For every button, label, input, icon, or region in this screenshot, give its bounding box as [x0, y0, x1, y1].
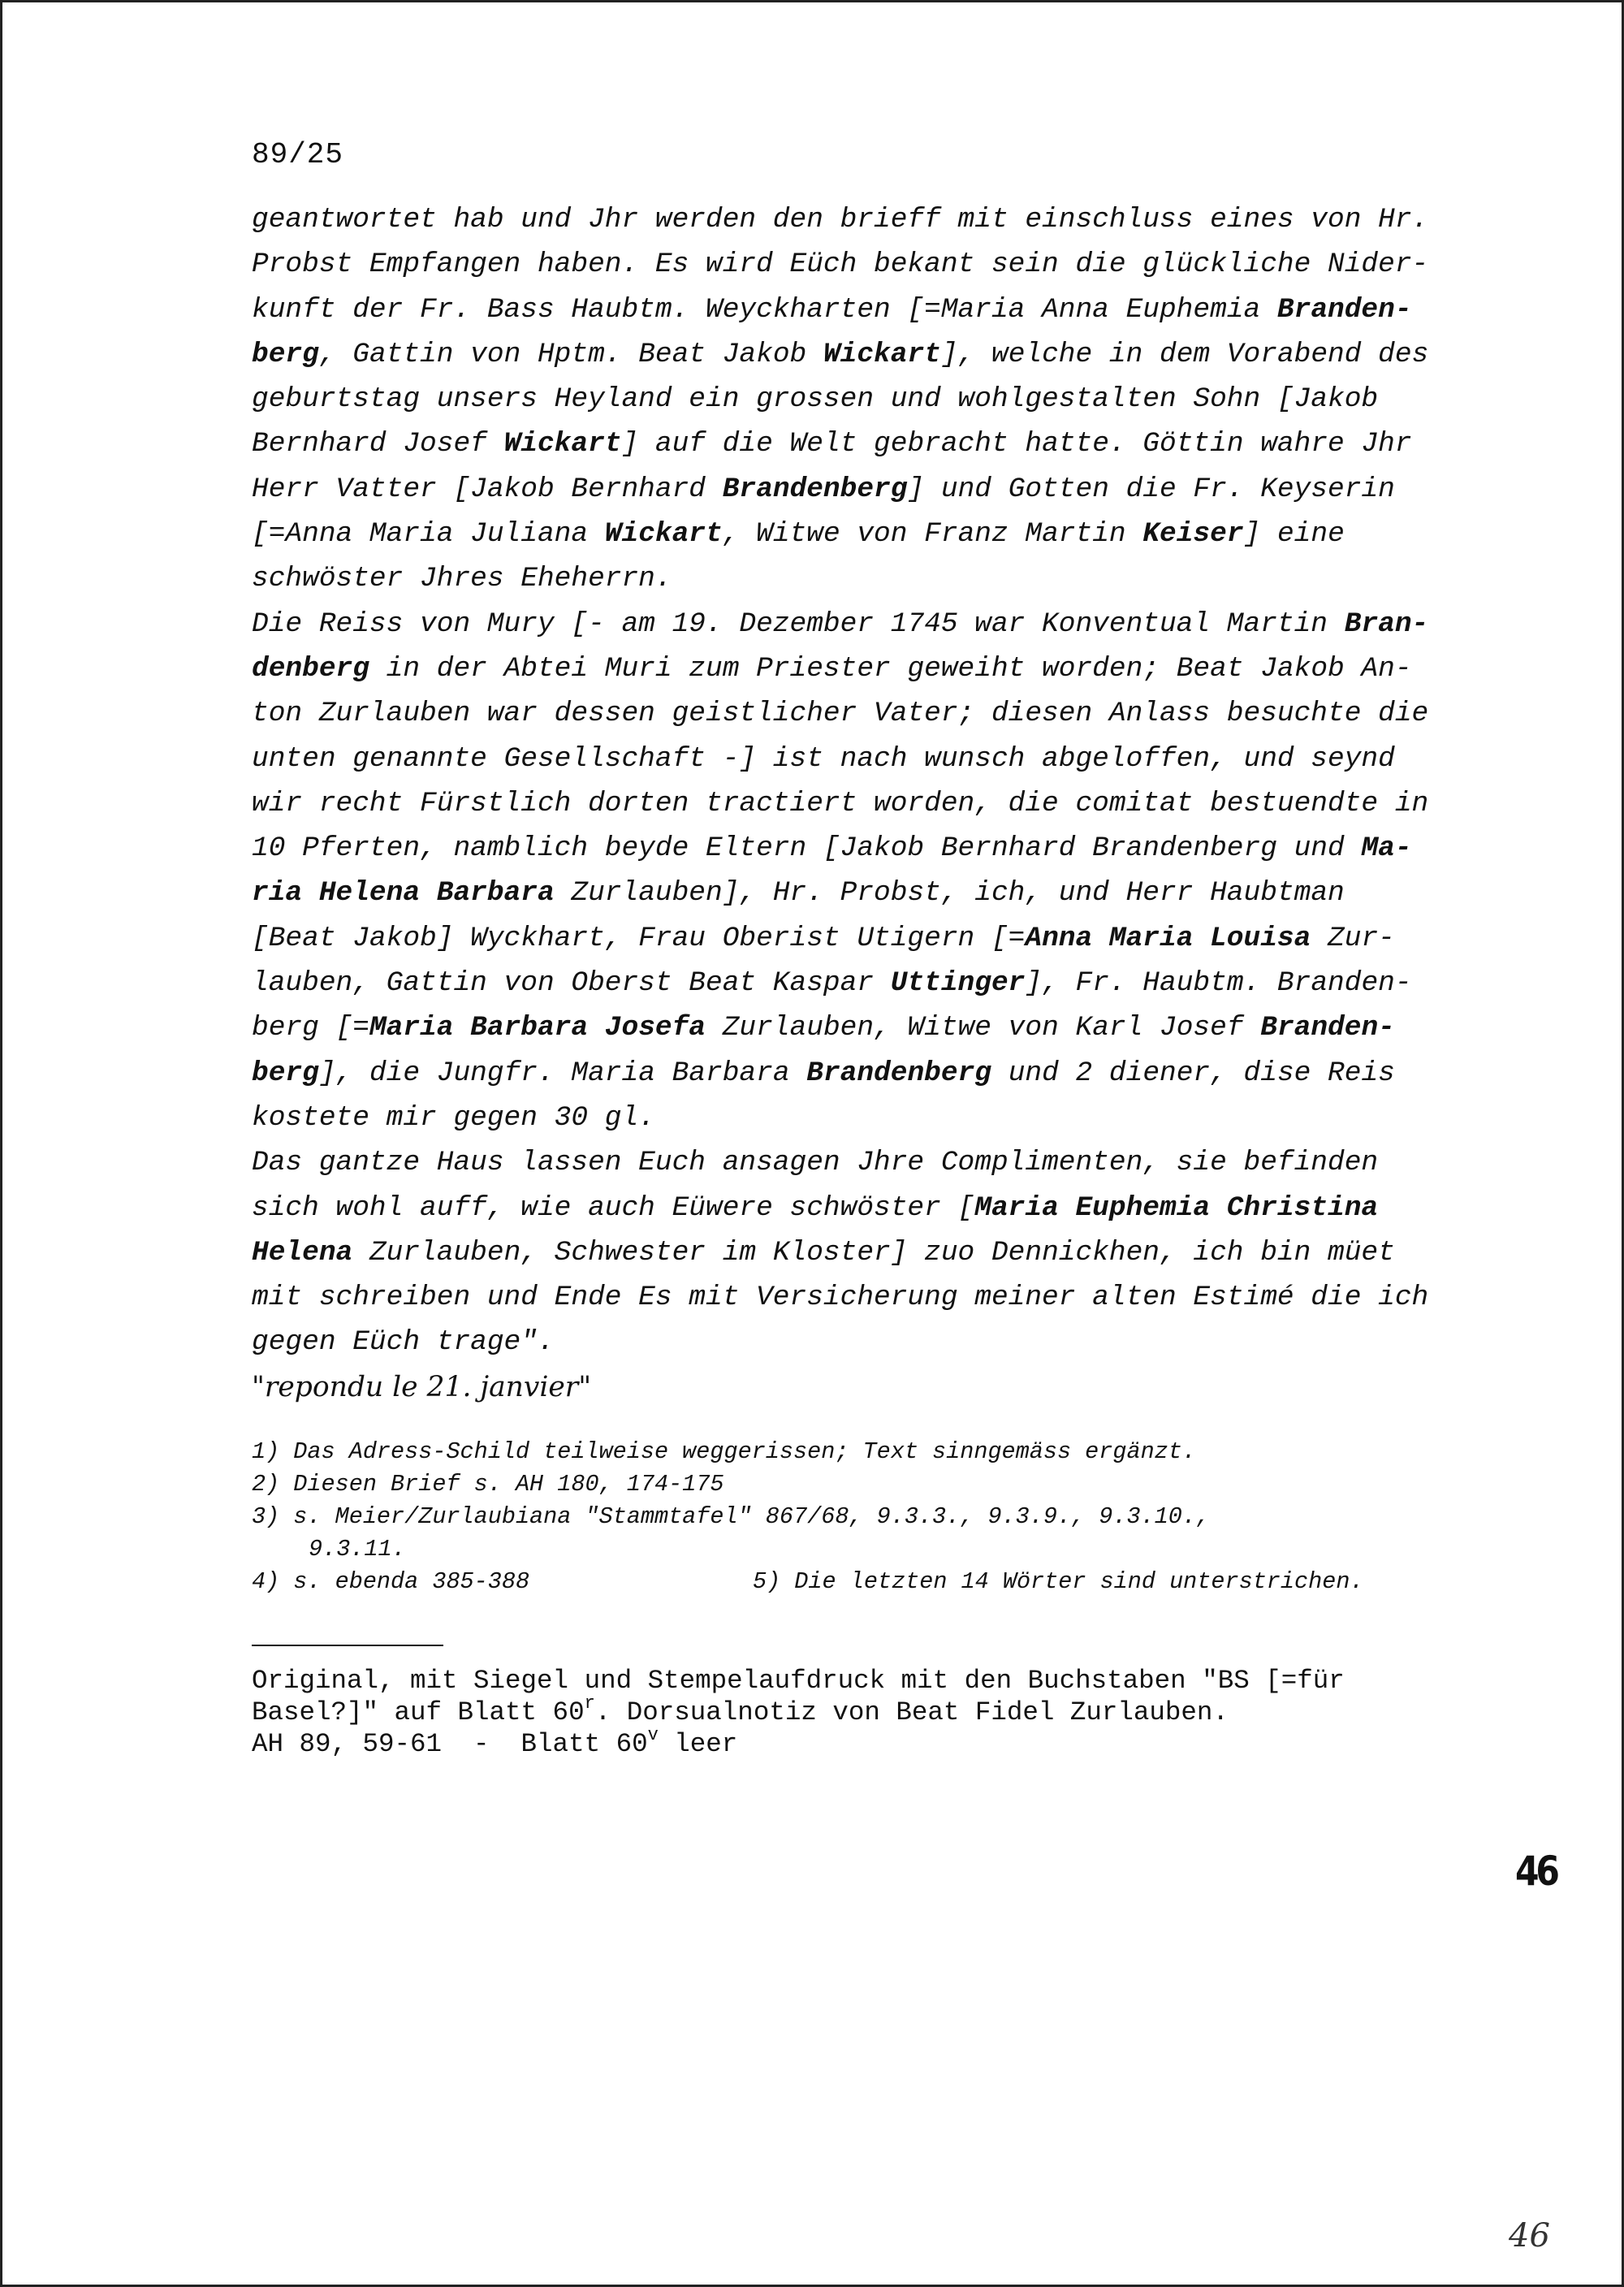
body-line: berg [=Maria Barbara Josefa Zurlauben, Witwe von Karl Josef Branden- [252, 1012, 1395, 1044]
page-identifier: 89/25 [252, 138, 344, 171]
letter-body [252, 197, 1502, 1410]
footnote-2: 2) Diesen Brief s. AH 180, 174-175 [252, 1471, 724, 1498]
source-line-3-text: AH 89, 59-61 - Blatt 60 [252, 1729, 648, 1759]
source-line-2 [252, 1693, 1518, 1728]
body-line: [=Anna Maria Juliana Wickart, Witwe von Franz Martin Keiser] eine [252, 518, 1345, 551]
body-line: lauben, Gattin von Oberst Beat Kaspar Uttinger], Fr. Haubtm. Branden- [252, 967, 1412, 1000]
body-line: wir recht Fürstlich dorten tractiert worden, die comitat bestuendte in [252, 787, 1429, 819]
source-line-2-text: Basel?]" auf Blatt 60 [252, 1697, 585, 1727]
body-line: Bernhard Josef Wickart] auf die Welt gebracht hatte. Göttin wahre Jhr [252, 428, 1412, 460]
body-line: unten genannte Gesellschaft -] ist nach wunsch abgeloffen, und seynd [252, 742, 1395, 775]
body-line: denberg in der Abtei Muri zum Priester geweiht worden; Beat Jakob An- [252, 652, 1412, 685]
body-line: Herr Vatter [Jakob Bernhard Brandenberg] und Gotten die Fr. Keyserin [252, 473, 1395, 505]
body-line: Das gantze Haus lassen Euch ansagen Jhre Complimenten, sie befinden [252, 1147, 1379, 1179]
footnotes [252, 1436, 1518, 1598]
reply-note: "repondu le 21. janvier" [252, 1370, 592, 1403]
handwritten-page-number: 46 [1515, 1848, 1557, 1895]
separator-rule [252, 1645, 443, 1646]
body-line: Die Reiss von Mury [- am 19. Dezember 1745 war Konventual Martin Bran- [252, 607, 1429, 640]
footnote-row-4-5 [252, 1566, 1518, 1598]
recto-superscript: r [584, 1693, 595, 1714]
body-line: [Beat Jakob] Wyckhart, Frau Oberist Utigern [=Anna Maria Louisa Zur- [252, 922, 1395, 954]
body-line: ton Zurlauben war dessen geistlicher Vater; diesen Anlass besuchte die [252, 698, 1429, 730]
source-note [252, 1665, 1518, 1760]
footnote-4: 4) s. ebenda 385-388 [252, 1568, 530, 1595]
body-line: kostete mir gegen 30 gl. [252, 1101, 655, 1134]
body-line: mit schreiben und Ende Es mit Versicherung meiner alten Estimé die ich [252, 1282, 1429, 1314]
body-line: Helena Zurlauben, Schwester im Kloster] zuo Dennickhen, ich bin müet [252, 1236, 1395, 1269]
source-line-1: Original, mit Siegel und Stempelaufdruck mit den Buchstaben "BS [=für [252, 1666, 1345, 1696]
body-line: Probst Empfangen haben. Es wird Eüch bekant sein die glückliche Nider- [252, 249, 1429, 281]
body-line: sich wohl auff, wie auch Eüwere schwöster [Maria Euphemia Christina [252, 1191, 1379, 1224]
footnote-1: 1) Das Adress-Schild teilweise weggerissen; Text sinngemäss ergänzt. [252, 1438, 1196, 1465]
body-line: kunft der Fr. Bass Haubtm. Weyckharten [=Maria Anna Euphemia Branden- [252, 293, 1412, 326]
body-line: berg], die Jungfr. Maria Barbara Brandenberg und 2 diener, dise Reis [252, 1057, 1395, 1089]
footnote-5: 5) Die letzten 14 Wörter sind unterstrichen. [753, 1568, 1364, 1595]
source-line-2-rest: . Dorsualnotiz von Beat Fidel Zurlauben. [594, 1697, 1229, 1727]
source-line-3 [252, 1725, 1518, 1760]
body-line: ria Helena Barbara Zurlauben], Hr. Probst, ich, und Herr Haubtman [252, 877, 1345, 910]
footnote-3: 3) s. Meier/Zurlaubiana "Stammtafel" 867/68, 9.3.3., 9.3.9., 9.3.10., [252, 1503, 1211, 1530]
body-line: geantwortet hab und Jhr werden den brieff mit einschluss eines von Hr. [252, 204, 1429, 236]
verso-superscript: v [647, 1725, 659, 1745]
body-line: berg, Gattin von Hptm. Beat Jakob Wickart], welche in dem Vorabend des [252, 338, 1429, 370]
body-line: 10 Pferten, namblich beyde Eltern [Jakob Bernhard Brandenberg und Ma- [252, 832, 1412, 865]
source-line-3-rest: leer [658, 1729, 738, 1759]
body-line: schwöster Jhres Eheherrn. [252, 563, 672, 595]
body-line: geburtstag unsers Heyland ein grossen und wohlgestalten Sohn [Jakob [252, 383, 1379, 416]
footnote-3-continuation: 9.3.11. [309, 1536, 406, 1563]
handwritten-corner-mark: 46 [1509, 2217, 1550, 2255]
body-line: gegen Eüch trage". [252, 1326, 555, 1359]
